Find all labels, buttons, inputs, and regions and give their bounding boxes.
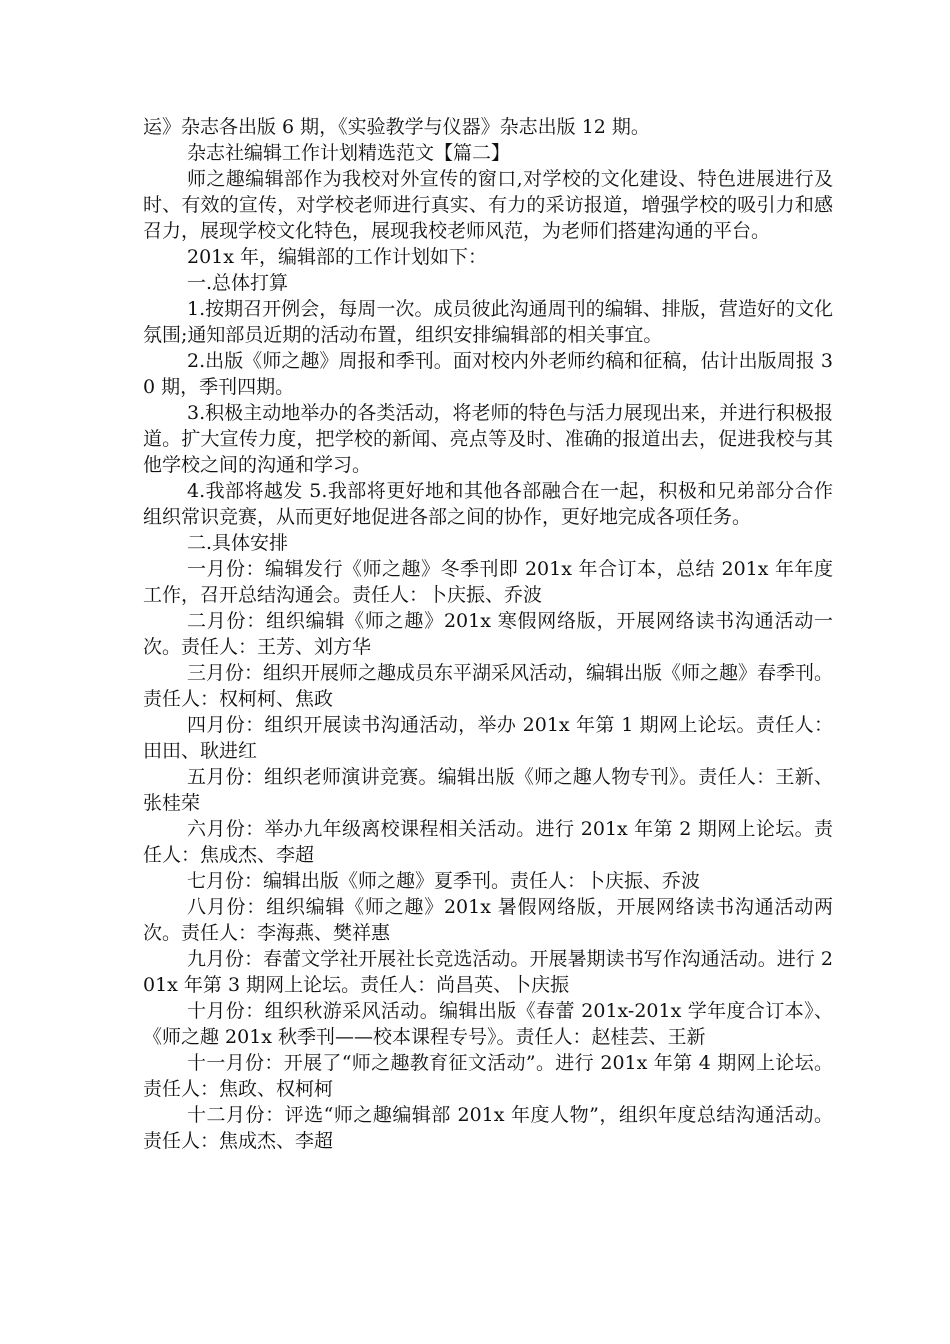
month-plan: 一月份：编辑发行《师之趣》冬季刊即 201x 年合订本，总结 201x 年年度工作，召开总结沟通会。责任人：卜庆振、乔波 <box>143 558 833 606</box>
month-plan: 十二月份：评选“师之趣编辑部 201x 年度人物”，组织年度总结沟通活动。责任人：焦成杰、李超 <box>143 1104 833 1152</box>
month-plan: 七月份：编辑出版《师之趣》夏季刊。责任人：卜庆振、乔波 <box>187 870 701 892</box>
list-item: 4.我部将越发 5.我部将更好地和其他各部融合在一起，积极和兄弟部分合作组织常识竞赛，从而更好地促进各部之间的协作，更好地完成各项任务。 <box>143 480 833 528</box>
month-plan: 三月份：组织开展师之趣成员东平湖采风活动，编辑出版《师之趣》春季刊。责任人：权柯柯、焦政 <box>143 662 834 710</box>
list-item: 2.出版《师之趣》周报和季刊。面对校内外老师约稿和征稿，估计出版周报 30 期，季刊四期。 <box>143 350 833 398</box>
paragraph: 201x 年，编辑部的工作计划如下： <box>187 246 488 268</box>
month-plan: 十一月份：开展了“师之趣教育征文活动”。进行 201x 年第 4 期网上论坛。责任人：焦政、权柯柯 <box>143 1052 833 1100</box>
list-item: 1.按期召开例会，每周一次。成员彼此沟通周刊的编辑、排版，营造好的文化氛围;通知部员近期的活动布置，组织安排编辑部的相关事宜。 <box>143 298 833 346</box>
month-plan: 九月份：春蕾文学社开展社长竞选活动。开展暑期读书写作沟通活动。进行 201x 年第 3 期网上论坛。责任人：尚昌英、卜庆振 <box>143 948 833 996</box>
month-plan: 二月份：组织编辑《师之趣》201x 寒假网络版，开展网络读书沟通活动一次。责任人：王芳、刘方华 <box>143 610 833 658</box>
section-heading: 二.具体安排 <box>187 532 289 554</box>
list-item: 3.积极主动地举办的各类活动，将老师的特色与活力展现出来，并进行积极报道。扩大宣传力度，把学校的新闻、亮点等及时、准确的报道出去，促进我校与其他学校之间的沟通和学习。 <box>143 402 833 476</box>
month-plan: 五月份：组织老师演讲竞赛。编辑出版《师之趣人物专刊》。责任人：王新、张桂荣 <box>143 766 833 814</box>
section-heading: 杂志社编辑工作计划精选范文【篇二】 <box>187 142 511 164</box>
month-plan: 八月份：组织编辑《师之趣》201x 暑假网络版，开展网络读书沟通活动两次。责任人：李海燕、樊祥惠 <box>143 896 833 944</box>
section-heading: 一.总体打算 <box>187 272 289 294</box>
month-plan: 十月份：组织秋游采风活动。编辑出版《春蕾 201x-201x 学年度合订本》、《师之趣 201x 秋季刊——校本课程专号》。责任人：赵桂芸、王新 <box>143 1000 833 1048</box>
paragraph: 运》杂志各出版 6 期，《实验教学与仪器》杂志出版 12 期。 <box>143 116 650 138</box>
month-plan: 四月份：组织开展读书沟通活动，举办 201x 年第 1 期网上论坛。责任人：田田、耿进红 <box>143 714 833 762</box>
month-plan: 六月份：举办九年级离校课程相关活动。进行 201x 年第 2 期网上论坛。责任人：焦成杰、李超 <box>143 818 833 866</box>
document-body <box>143 114 833 1154</box>
paragraph: 师之趣编辑部作为我校对外宣传的窗口,对学校的文化建设、特色进展进行及时、有效的宣传，对学校老师进行真实、有力的采访报道，增强学校的吸引力和感召力，展现学校文化特色，展现我校老师风范，为老师们搭建沟通的平台。 <box>143 168 833 242</box>
